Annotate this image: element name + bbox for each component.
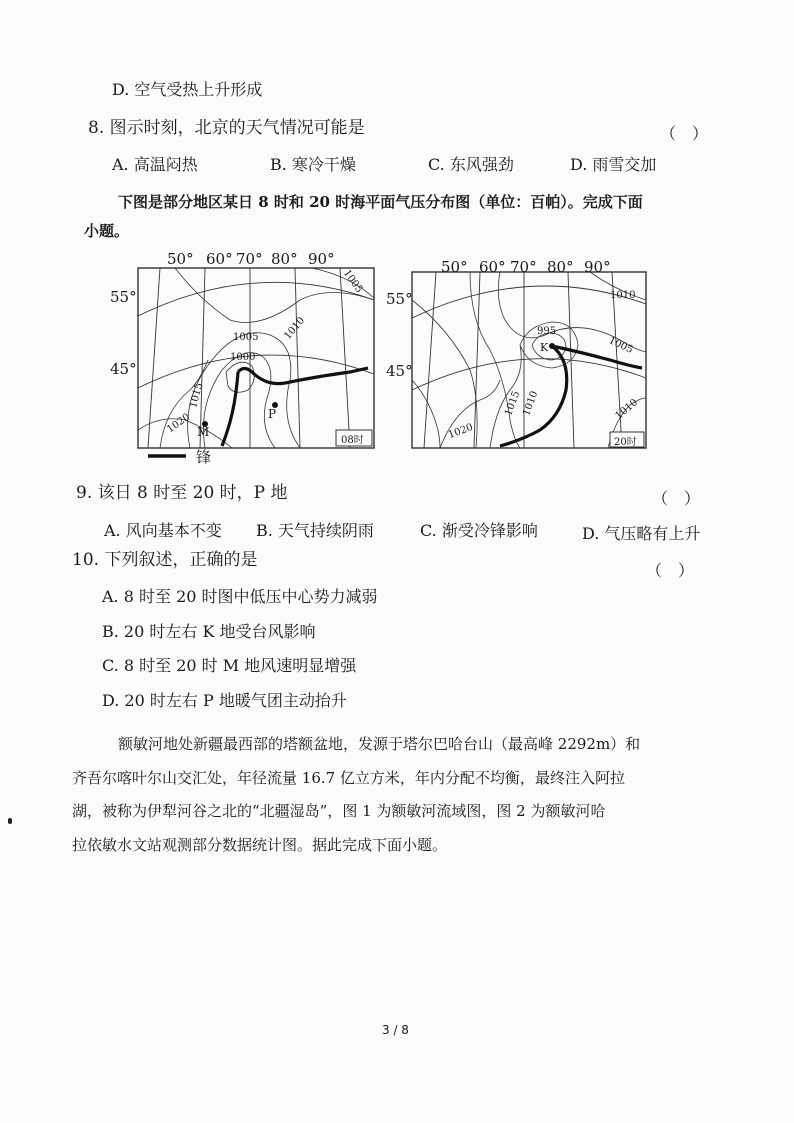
q9-stem: 9. 该日 8 时至 20 时，P 地	[76, 483, 288, 503]
left-lon-60: 60°	[206, 250, 233, 268]
river-intro-line3: 湖，被称为伊犁河谷之北的“北疆湿岛”，图 1 为额敏河流域图，图 2 为额敏河哈	[72, 802, 606, 820]
left-isobar-1000: 1000	[230, 352, 256, 363]
river-intro-line2: 齐吾尔喀叶尔山交汇处，年径流量 16.7 亿立方米，年内分配不均衡，最终注入阿拉	[72, 769, 625, 787]
left-isobar-1005a: 1005	[340, 267, 365, 296]
q8-option-a: A. 高温闷热	[112, 155, 198, 174]
left-lon-90: 90°	[308, 250, 335, 268]
right-isobar-995: 995	[537, 326, 557, 337]
right-isobar-1015: 1015	[503, 389, 523, 418]
right-isobar-1020: 1020	[446, 421, 475, 442]
q10-option-a: A. 8 时至 20 时图中低压中心势力减弱	[102, 587, 378, 606]
q10-option-d: D. 20 时左右 P 地暖气团主动抬升	[102, 691, 347, 710]
left-time-tag: 08时	[341, 435, 364, 446]
right-lon-70: 70°	[510, 258, 537, 276]
page-number: 3 / 8	[382, 1023, 409, 1037]
right-point-k: K	[540, 341, 549, 354]
left-lon-80: 80°	[271, 250, 298, 268]
q7-option-d: D. 空气受热上升形成	[112, 80, 263, 99]
front-legend-label: 锋	[196, 448, 212, 466]
left-isobar-1015: 1015	[188, 381, 206, 410]
right-time-tag: 20时	[614, 437, 637, 448]
left-lat-45: 45°	[110, 360, 137, 378]
right-isobar-1010a: 1010	[610, 290, 636, 301]
left-isobar-1005b: 1005	[233, 332, 259, 343]
right-isobar-1005: 1005	[606, 335, 635, 356]
q8-option-c: C. 东风强劲	[428, 155, 514, 174]
q9-option-c: C. 渐受冷锋影响	[420, 521, 538, 540]
river-intro-line4: 拉依敏水文站观测部分数据统计图。据此完成下面小题。	[72, 836, 448, 854]
q10-stem: 10. 下列叙述，正确的是	[72, 550, 258, 570]
right-lon-80: 80°	[547, 258, 574, 276]
left-lon-70: 70°	[236, 250, 263, 268]
left-point-m: M	[197, 425, 210, 439]
left-point-p: P	[268, 407, 277, 421]
left-lat-55: 55°	[110, 288, 137, 306]
q8-answer-paren: （ ）	[660, 124, 709, 143]
q9-answer-paren: （ ）	[652, 489, 701, 508]
q8-option-b: B. 寒冷干燥	[270, 155, 356, 174]
q9-option-b: B. 天气持续阴雨	[256, 521, 374, 540]
scan-artifact	[8, 818, 12, 824]
map-intro-line2: 小题。	[84, 222, 130, 240]
left-isobar-1010: 1010	[282, 315, 308, 342]
right-lon-50: 50°	[441, 258, 468, 276]
right-isobar-1010c: 1010	[613, 397, 641, 422]
right-lat-45: 45°	[386, 362, 413, 380]
q9-option-a: A. 风向基本不变	[104, 521, 222, 540]
right-lon-90: 90°	[584, 258, 611, 276]
q10-answer-paren: （ ）	[646, 561, 695, 580]
q8-stem: 8. 图示时刻，北京的天气情况可能是	[88, 118, 365, 138]
right-lat-55: 55°	[386, 290, 413, 308]
river-intro-line1: 额敏河地处新疆最西部的塔额盆地，发源于塔尔巴哈台山（最高峰 2292m）和	[118, 735, 641, 753]
left-isobar-1020: 1020	[165, 411, 193, 436]
right-isobar-1010b: 1010	[521, 389, 541, 418]
q9-option-d: D. 气压略有上升	[582, 524, 701, 543]
map-intro-line1: 下图是部分地区某日 8 时和 20 时海平面气压分布图（单位：百帕）。完成下面	[118, 193, 643, 211]
q10-option-c: C. 8 时至 20 时 M 地风速明显增强	[102, 656, 357, 675]
q10-option-b: B. 20 时左右 K 地受台风影响	[102, 622, 316, 641]
q8-option-d: D. 雨雪交加	[570, 155, 657, 174]
left-lon-50: 50°	[167, 250, 194, 268]
right-lon-60: 60°	[479, 258, 506, 276]
